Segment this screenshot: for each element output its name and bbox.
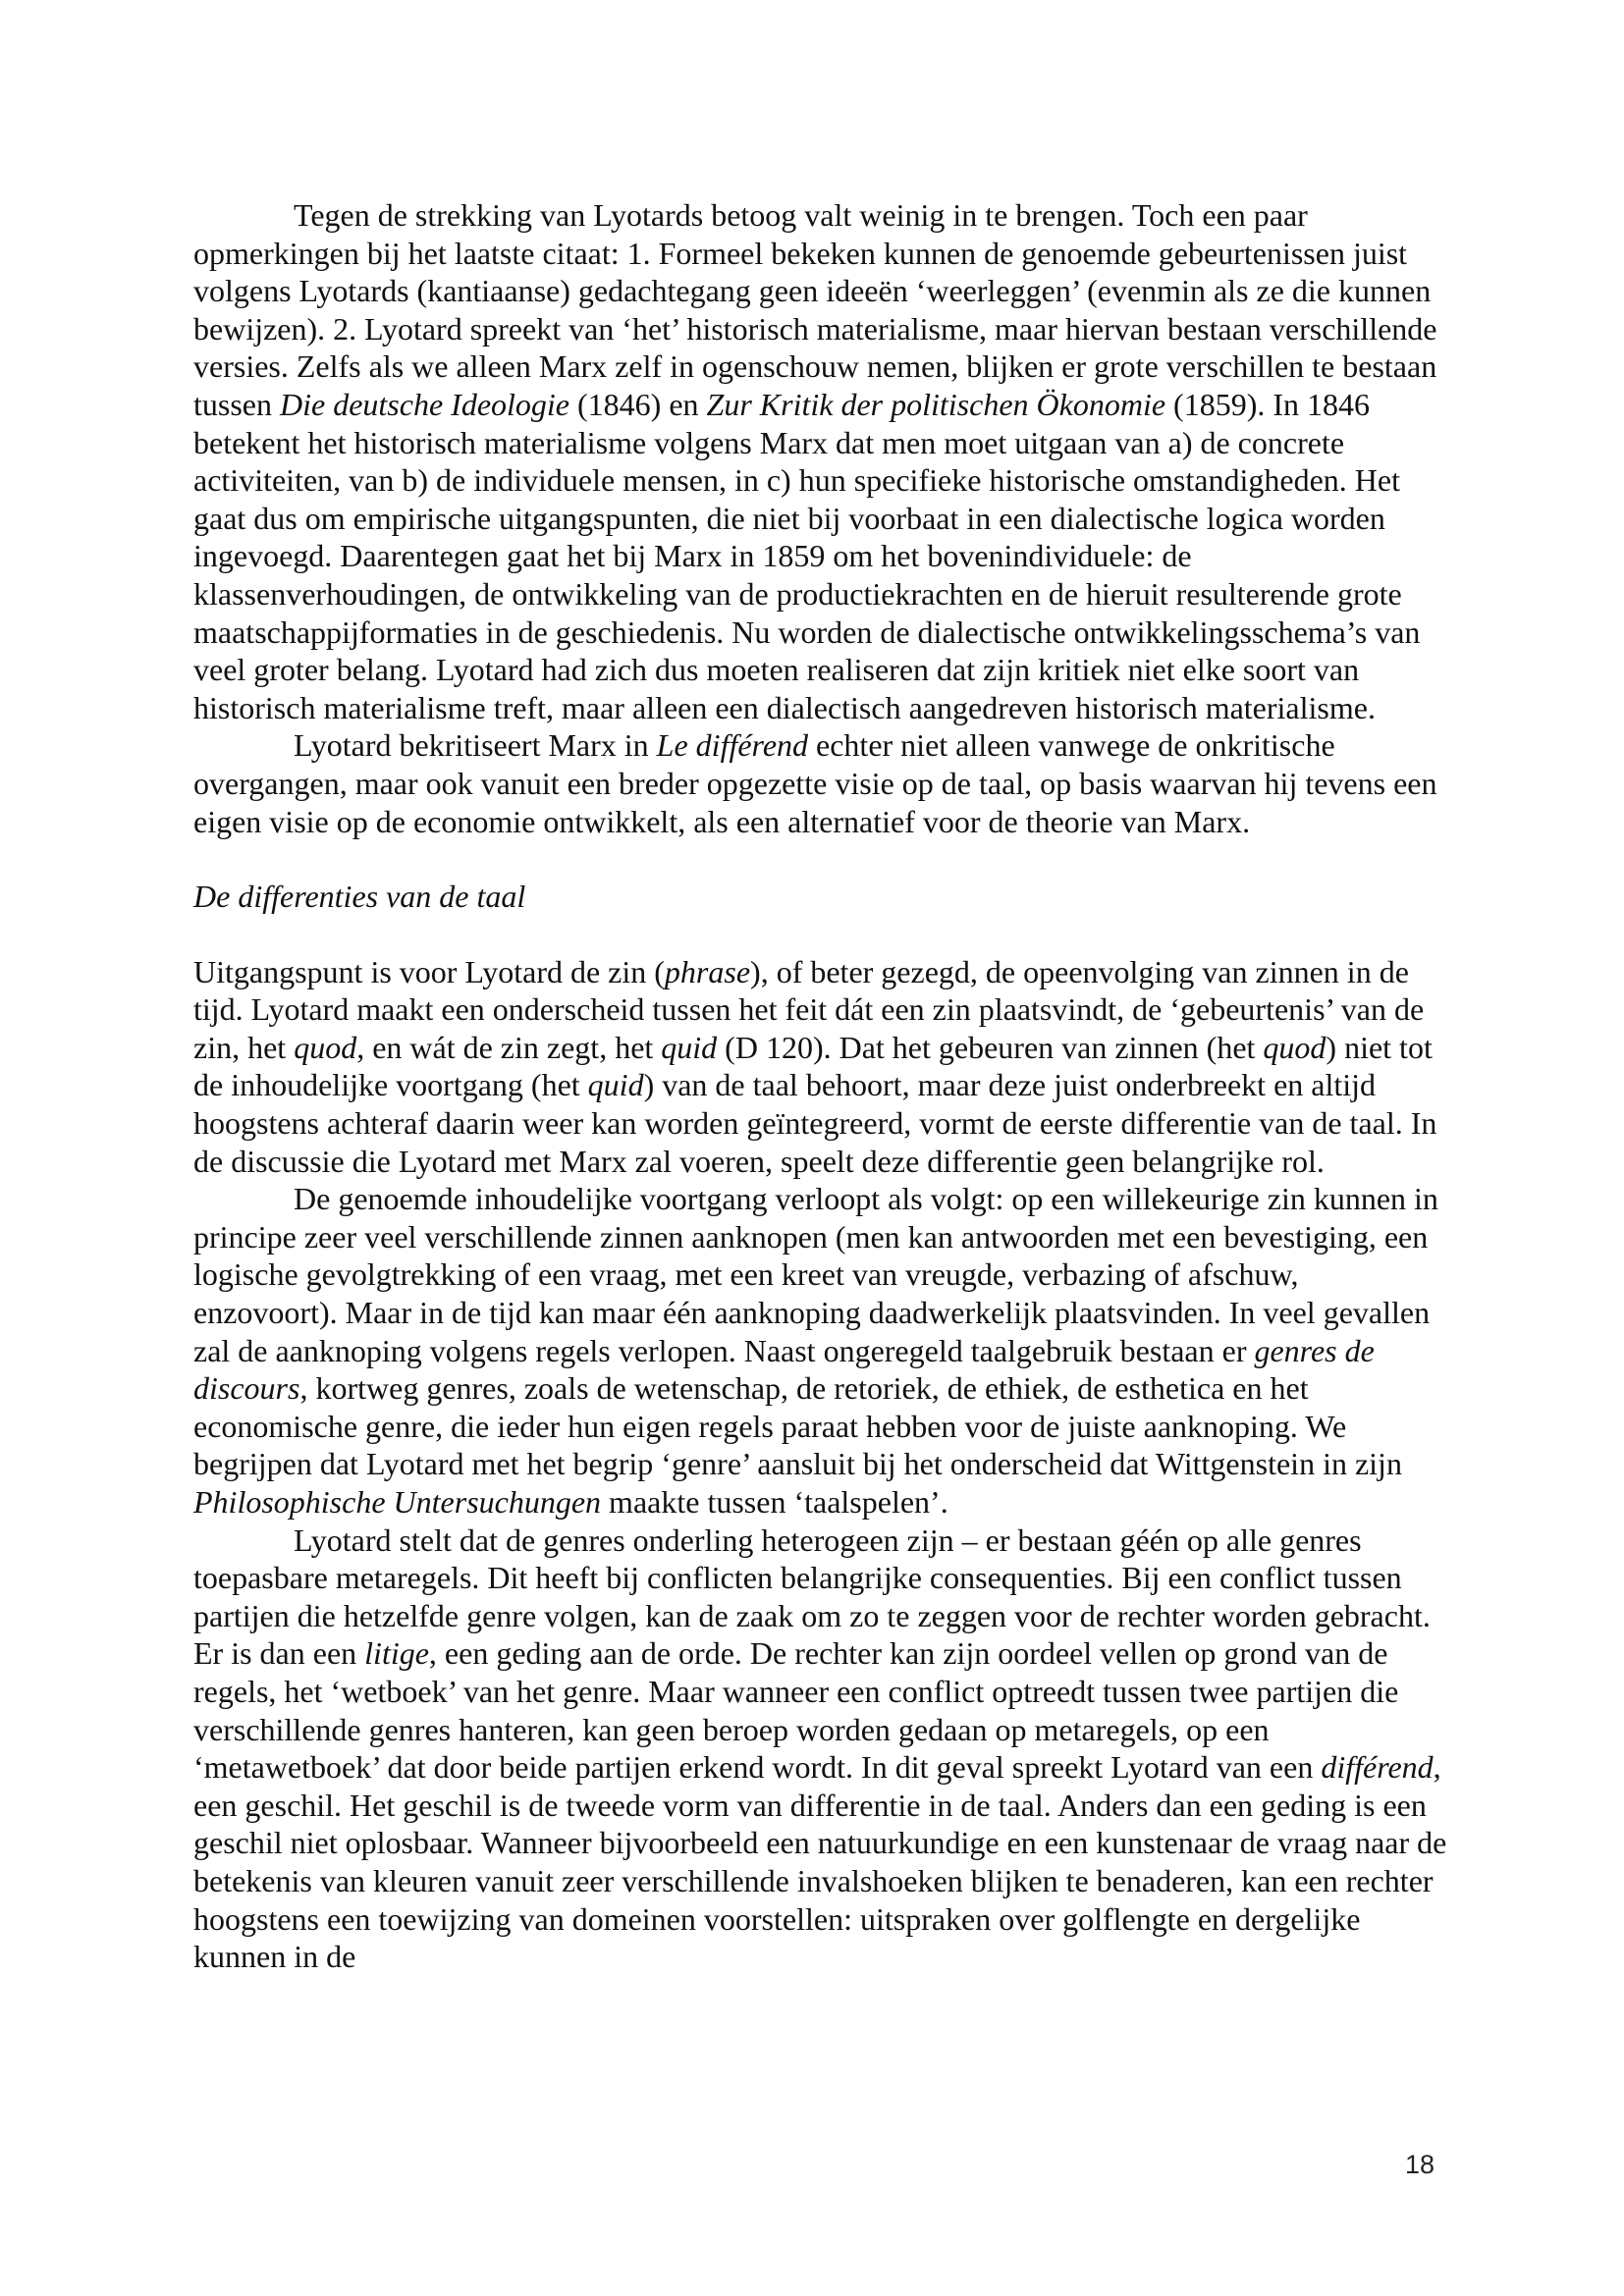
text-run: (1846) en xyxy=(569,386,707,422)
text-run: , en wát de zin zegt, het xyxy=(356,1029,662,1065)
paragraph xyxy=(193,726,1448,840)
text-run: ) van de taal behoort, maar deze juist onderbreekt en altijd hoogstens achteraf daarin weer kan worden geïntegreerd, vormt de eerste differentie van de taal. In de discussie die Lyotard met Marx zal voeren, speelt deze differentie geen belangrijke rol. xyxy=(193,1067,1437,1179)
text-run: (D 120). Dat het gebeuren van zinnen (het xyxy=(717,1029,1264,1065)
text-run: De genoemde inhoudelijke voortgang verloopt als volgt: op een willekeurige zin kunnen in principe zeer veel verschillende zinnen aanknopen (men kan antwoorden met een bevestiging, een logische gevolgtrekking of een vraag, met een kreet van vreugde, verbazing of afschuw, enzovoort). Maar in de tijd kan maar één aanknoping daadwerkelijk plaatsvinden. In veel gevallen zal de aanknoping volgens regels verlopen. Naast ongeregeld taalgebruik bestaan er xyxy=(193,1181,1438,1368)
text-run: ), of beter gezegd, de opeenvolging van zinnen in de tijd. Lyotard maakt een onderscheid tussen het feit dát een zin plaatsvindt, de ‘gebeurtenis’ van de zin, het xyxy=(193,953,1425,1065)
body-text xyxy=(193,196,1448,840)
italic-text: Philosophische Untersuchungen xyxy=(193,1484,602,1520)
text-run: Uitgangspunt is voor Lyotard de zin ( xyxy=(193,953,665,989)
text-run: maakte tussen ‘taalspelen’. xyxy=(601,1484,948,1520)
text-run: echter niet alleen vanwege de onkritische overgangen, maar ook vanuit een breder opgezette visie op de taal, op basis waarvan hij tevens een eigen visie op de economie ontwikkelt, als een alternatief voor de theorie van Marx. xyxy=(193,727,1437,839)
text-run: , een geschil. Het geschil is de tweede vorm van differentie in de taal. Anders dan een geding is een geschil niet oplosbaar. Wanneer bijvoorbeeld een natuurkundige en een kunstenaar de vraag naar de betekenis van kleuren vanuit zeer verschillende invalshoeken blijken te benaderen, kan een rechter hoogstens een toewijzing van domeinen voorstellen: uitspraken over golflengte en dergelijke kunnen in de xyxy=(193,1749,1447,1975)
italic-text: quod xyxy=(1263,1029,1326,1065)
page-number: 18 xyxy=(1405,2150,1435,2179)
italic-text: phrase xyxy=(664,953,751,989)
paragraph xyxy=(193,953,1448,1181)
text-run: Lyotard bekritiseert Marx in xyxy=(294,727,657,764)
text-run: ) niet tot de inhoudelijke voortgang (het xyxy=(193,1029,1433,1103)
text-run: , kortweg genres, zoals de wetenschap, de retoriek, de ethiek, de esthetica en het economische genre, die ieder hun eigen regels paraat hebben voor de juiste aanknoping. We begrijpen dat Lyotard met het begrip ‘genre’ aansluit bij het onderscheid dat Wittgenstein in zijn xyxy=(193,1370,1402,1482)
italic-text: litige xyxy=(364,1635,429,1672)
text-run: Tegen de strekking van Lyotards betoog valt weinig in te brengen. Toch een paar opmerkingen bij het laatste citaat: 1. Formeel bekeken kunnen de genoemde gebeurtenissen juist volgens Lyotards (kantiaanse) gedachtegang geen ideeën ‘weerleggen’ (evenmin als ze die kunnen bewijzen). 2. Lyotard spreekt van ‘het’ historisch materialisme, maar hiervan bestaan verschillende versies. Zelfs als we alleen Marx zelf in ogenschouw nemen, blijken er grote verschillen te bestaan tussen xyxy=(193,197,1437,422)
section-heading: De differenties van de taal xyxy=(193,879,526,915)
text-run: Lyotard stelt dat de genres onderling heterogeen zijn – er bestaan géén op alle genres toepasbare metaregels. Dit heeft bij conflicten belangrijke consequenties. Bij een conflict tussen partijen die hetzelfde genre volgen, kan de zaak om zo te zeggen voor de rechter worden gebracht. Er is dan een xyxy=(193,1522,1431,1672)
text-run: (1859). In 1846 betekent het historisch materialisme volgens Marx dat men moet uitgaan van a) de concrete activiteiten, van b) de individuele mensen, in c) hun specifieke historische omstandigheden. Het gaat dus om empirische uitgangspunten, die niet bij voorbaat in een dialectische logica worden ingevoegd. Daarentegen gaat het bij Marx in 1859 om het bovenindividuele: de klassenverhoudingen, de ontwikkeling van de productiekrachten en de hieruit resulterende grote maatschappijformaties in de geschiedenis. Nu worden de dialectische ontwikkelingsschema’s van veel groter belang. Lyotard had zich dus moeten realiseren dat zijn kritiek niet elke soort van historisch materialisme treft, maar alleen een dialectisch aangedreven historisch materialisme. xyxy=(193,386,1421,725)
italic-text: différend xyxy=(1321,1749,1434,1786)
italic-text: quid xyxy=(661,1029,718,1065)
text-run: , een geding aan de orde. De rechter kan zijn oordeel vellen op grond van de regels, het ‘wetboek’ van het genre. Maar wanneer een conflict optreedt tussen twee partijen die verschillende genres hanteren, kan geen beroep worden gedaan op metaregels, op een ‘metawetboek’ dat door beide partijen erkend wordt. In dit geval spreekt Lyotard van een xyxy=(193,1635,1399,1786)
paragraph xyxy=(193,1522,1448,1976)
paragraph xyxy=(193,1180,1448,1521)
italic-text: Zur Kritik der politischen Ökonomie xyxy=(706,386,1166,422)
section-body-text xyxy=(193,953,1448,1976)
italic-text: genres de discours xyxy=(193,1332,1375,1407)
italic-text: Le différend xyxy=(656,727,809,764)
italic-text: Die deutsche Ideologie xyxy=(280,386,569,422)
italic-text: quid xyxy=(587,1067,644,1103)
italic-text: quod xyxy=(294,1029,357,1065)
document-page xyxy=(193,196,1448,1976)
paragraph xyxy=(193,196,1448,726)
